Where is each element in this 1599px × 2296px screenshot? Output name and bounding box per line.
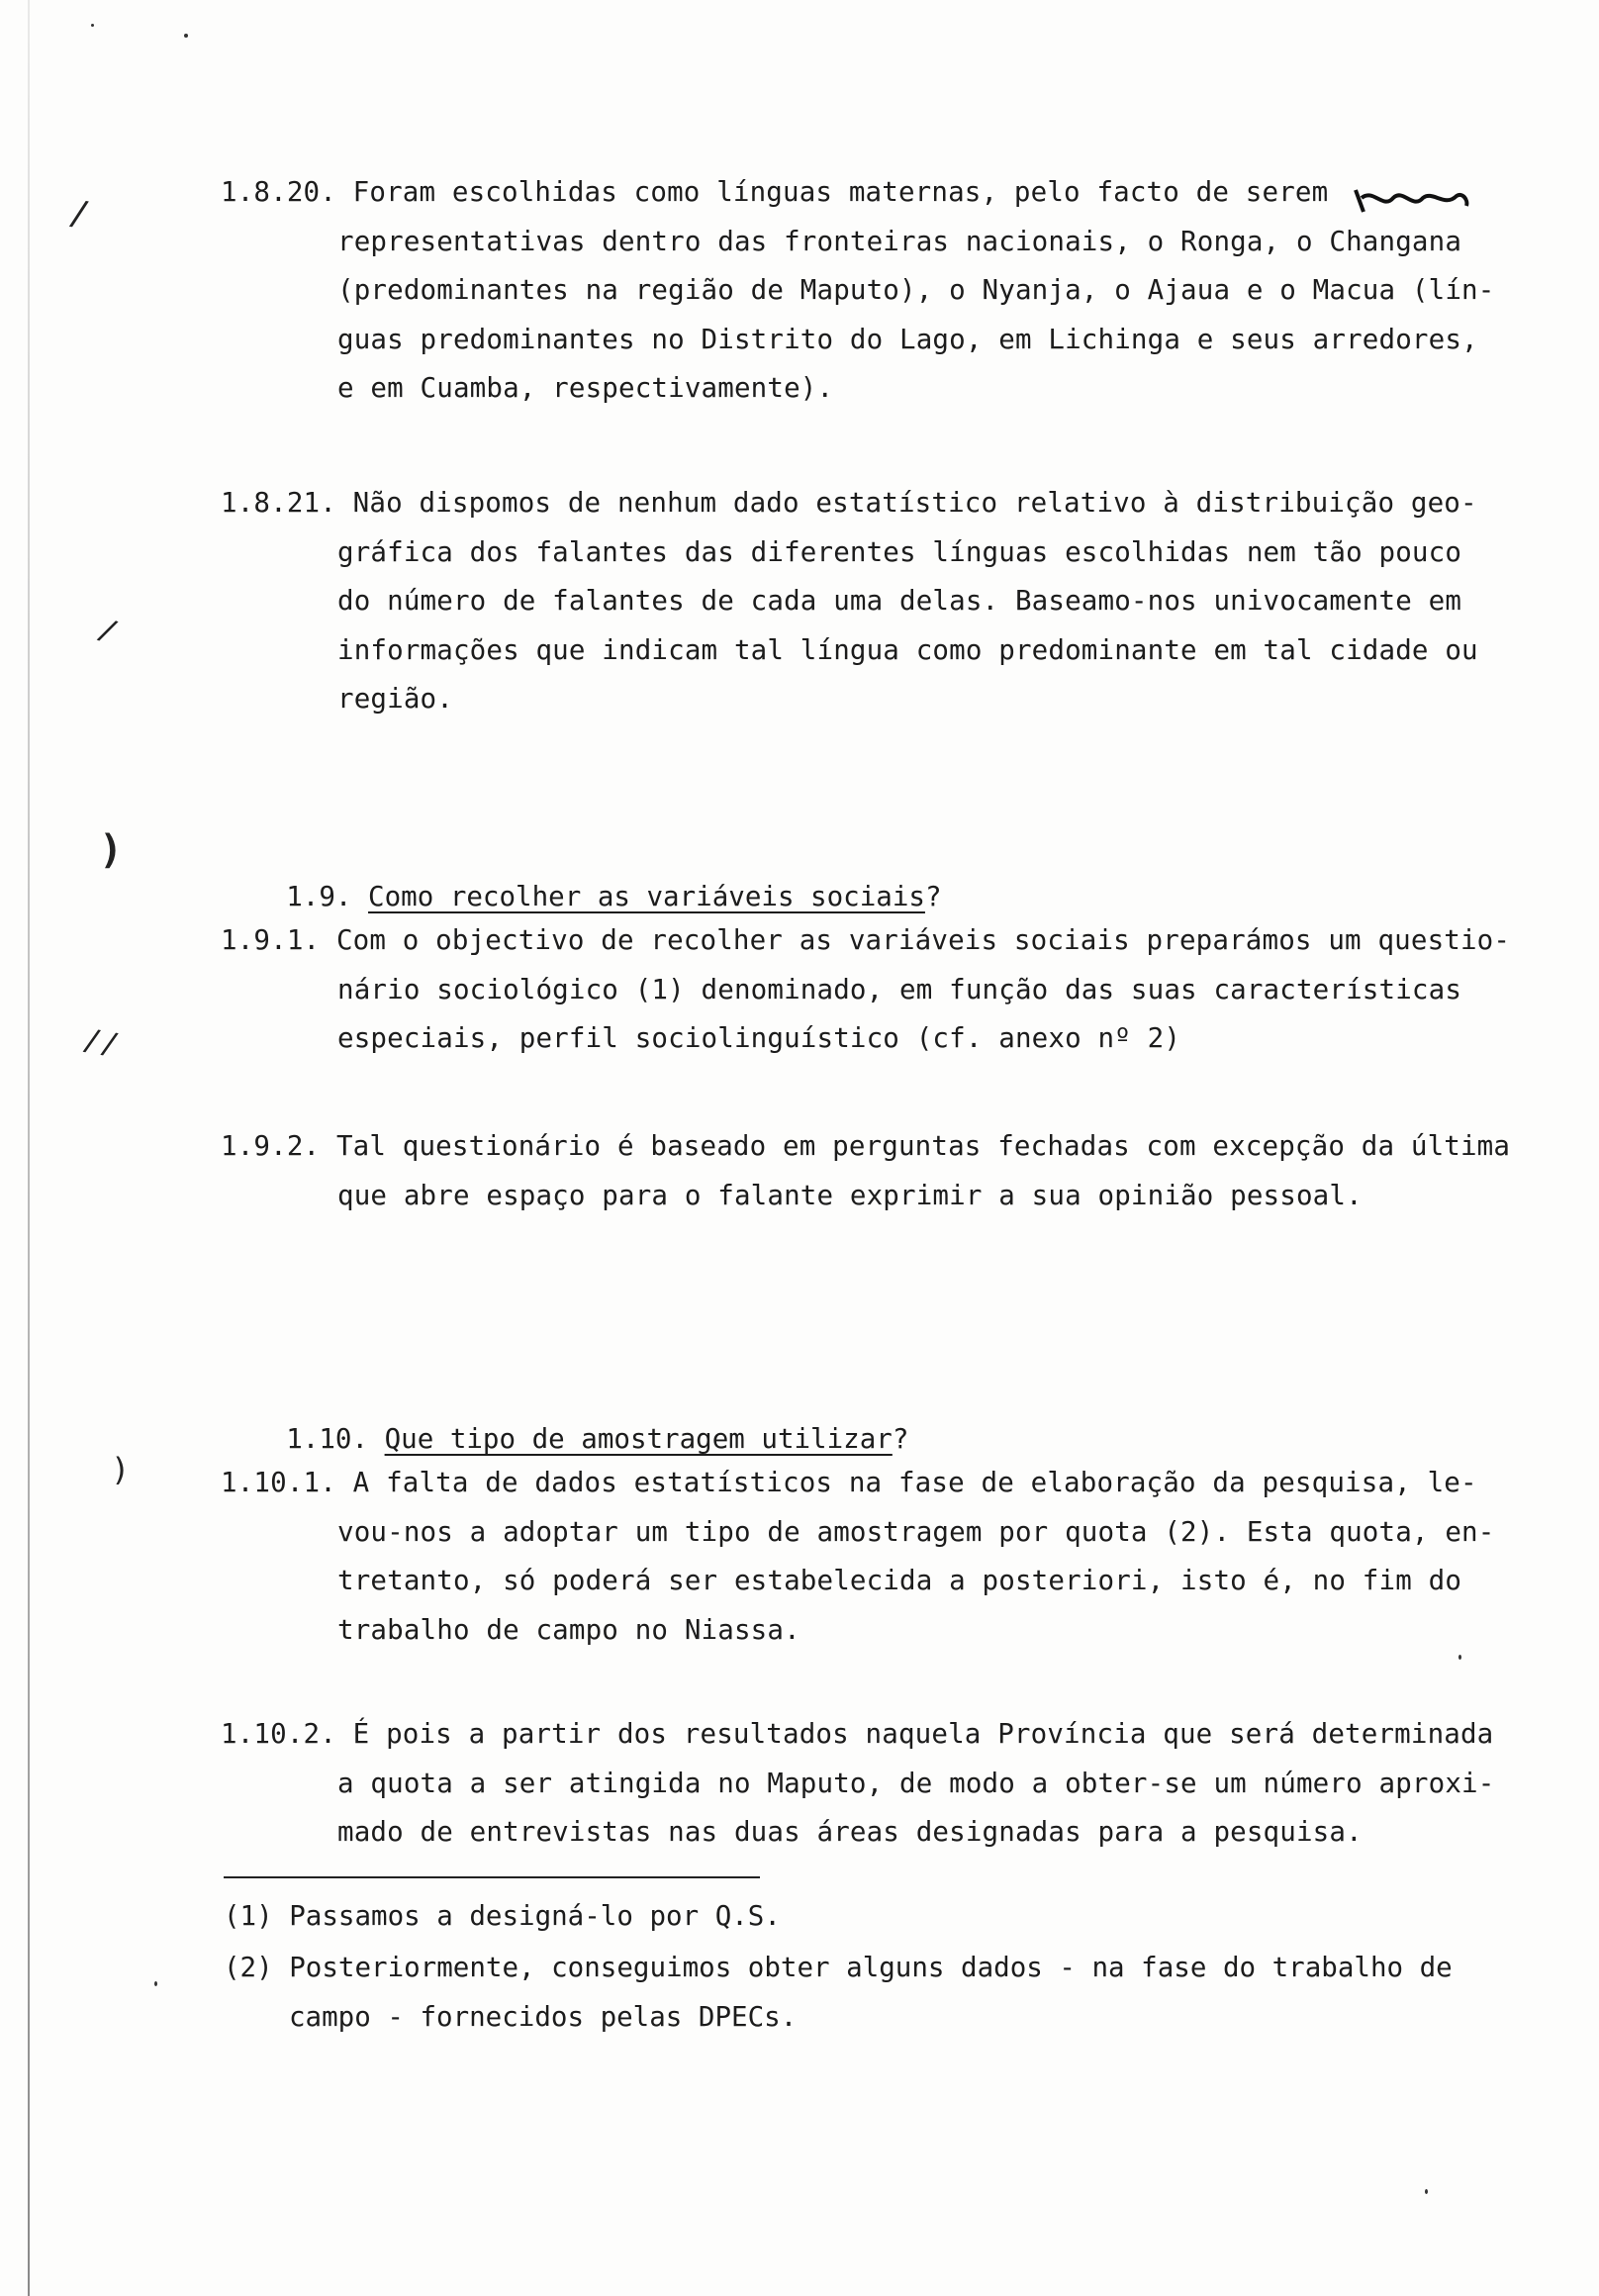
text-line: a quota a ser atingida no Maputo, de modo a obter-se um número aproxi- <box>337 1767 1495 1799</box>
paragraph-1-9-1 <box>221 916 1547 1064</box>
footnote-line: campo - fornecidos pelas DPECs. <box>289 2000 798 2033</box>
text-line: 1.9.1. Com o objectivo de recolher as variáveis sociais preparámos um questio- <box>221 924 1511 956</box>
text-line: especiais, perfil sociolinguístico (cf. anexo nº 2) <box>337 1022 1181 1054</box>
paragraph-1-10-2 <box>221 1710 1547 1858</box>
heading-number: 1.9. <box>286 881 352 912</box>
paragraph-1-10-1 <box>221 1459 1547 1655</box>
text-line: vou-nos a adoptar um tipo de amostragem por quota (2). Esta quota, en- <box>337 1515 1495 1548</box>
heading-title: Que tipo de amostragem utilizar <box>384 1423 893 1455</box>
heading-number: 1.10. <box>286 1423 369 1455</box>
text-line: região. <box>337 683 453 715</box>
stray-dot <box>184 34 188 38</box>
heading-end: ? <box>924 881 942 912</box>
text-line: (predominantes na região de Maputo), o Nyanja, o Ajaua e o Macua (lín- <box>337 274 1495 306</box>
footnote-line: (1) Passamos a designá-lo por Q.S. <box>224 1900 781 1932</box>
footnote-1 <box>224 1892 1550 1942</box>
margin-tick-mark: // <box>80 1022 122 1063</box>
heading-title: Como recolher as variáveis sociais <box>368 881 925 912</box>
text-line: informações que indicam tal língua como predominante em tal cidade ou <box>337 633 1478 666</box>
left-margin-line <box>28 0 30 2296</box>
paragraph-1-9-2 <box>221 1122 1547 1220</box>
margin-bracket-mark: ) <box>99 827 124 873</box>
text-line: e em Cuamba, respectivamente). <box>337 372 834 404</box>
footnote-separator <box>224 1876 760 1878</box>
text-line: 1.8.20. Foram escolhidas como línguas maternas, pelo facto de serem <box>221 176 1329 208</box>
text-line: guas predominantes no Distrito do Lago, em Lichinga e seus arredores, <box>337 323 1478 355</box>
footnote-2 <box>224 1944 1550 2042</box>
text-line: que abre espaço para o falante exprimir a sua opinião pessoal. <box>337 1179 1363 1211</box>
text-line: do número de falantes de cada uma delas. Baseamo-nos univocamente em <box>337 585 1462 617</box>
margin-tick-mark: / <box>93 611 123 651</box>
text-line: 1.8.21. Não dispomos de nenhum dado estatístico relativo à distribuição geo- <box>221 487 1477 519</box>
stray-dot <box>1458 1655 1461 1660</box>
text-line: gráfica dos falantes das diferentes línguas escolhidas nem tão pouco <box>337 535 1462 568</box>
margin-bracket-mark: ) <box>111 1451 131 1488</box>
text-line: trabalho de campo no Niassa. <box>337 1613 800 1646</box>
heading-end: ? <box>892 1423 909 1455</box>
margin-tick-mark: / <box>66 192 93 236</box>
text-line: mado de entrevistas nas duas áreas designadas para a pesquisa. <box>337 1816 1363 1848</box>
stray-dot <box>1425 2189 1428 2194</box>
text-line: nário sociológico (1) denominado, em função das suas características <box>337 973 1462 1005</box>
text-line: 1.10.2. É pois a partir dos resultados naquela Província que será determinada <box>221 1718 1494 1750</box>
stray-dot <box>154 1981 157 1986</box>
paragraph-1-8-20 <box>221 168 1547 414</box>
footnote-line: (2) Posteriormente, conseguimos obter alguns dados - na fase do trabalho de <box>224 1952 1453 1983</box>
text-line: tretanto, só poderá ser estabelecida a posteriori, isto é, no fim do <box>337 1565 1462 1596</box>
text-line: 1.9.2. Tal questionário é baseado em perguntas fechadas com excepção da última <box>221 1130 1511 1162</box>
text-line: representativas dentro das fronteiras nacionais, o Ronga, o Changana <box>337 225 1462 257</box>
stray-dot <box>91 24 94 27</box>
paragraph-1-8-21 <box>221 479 1547 724</box>
text-line: 1.10.1. A falta de dados estatísticos na fase de elaboração da pesquisa, le- <box>221 1467 1477 1498</box>
